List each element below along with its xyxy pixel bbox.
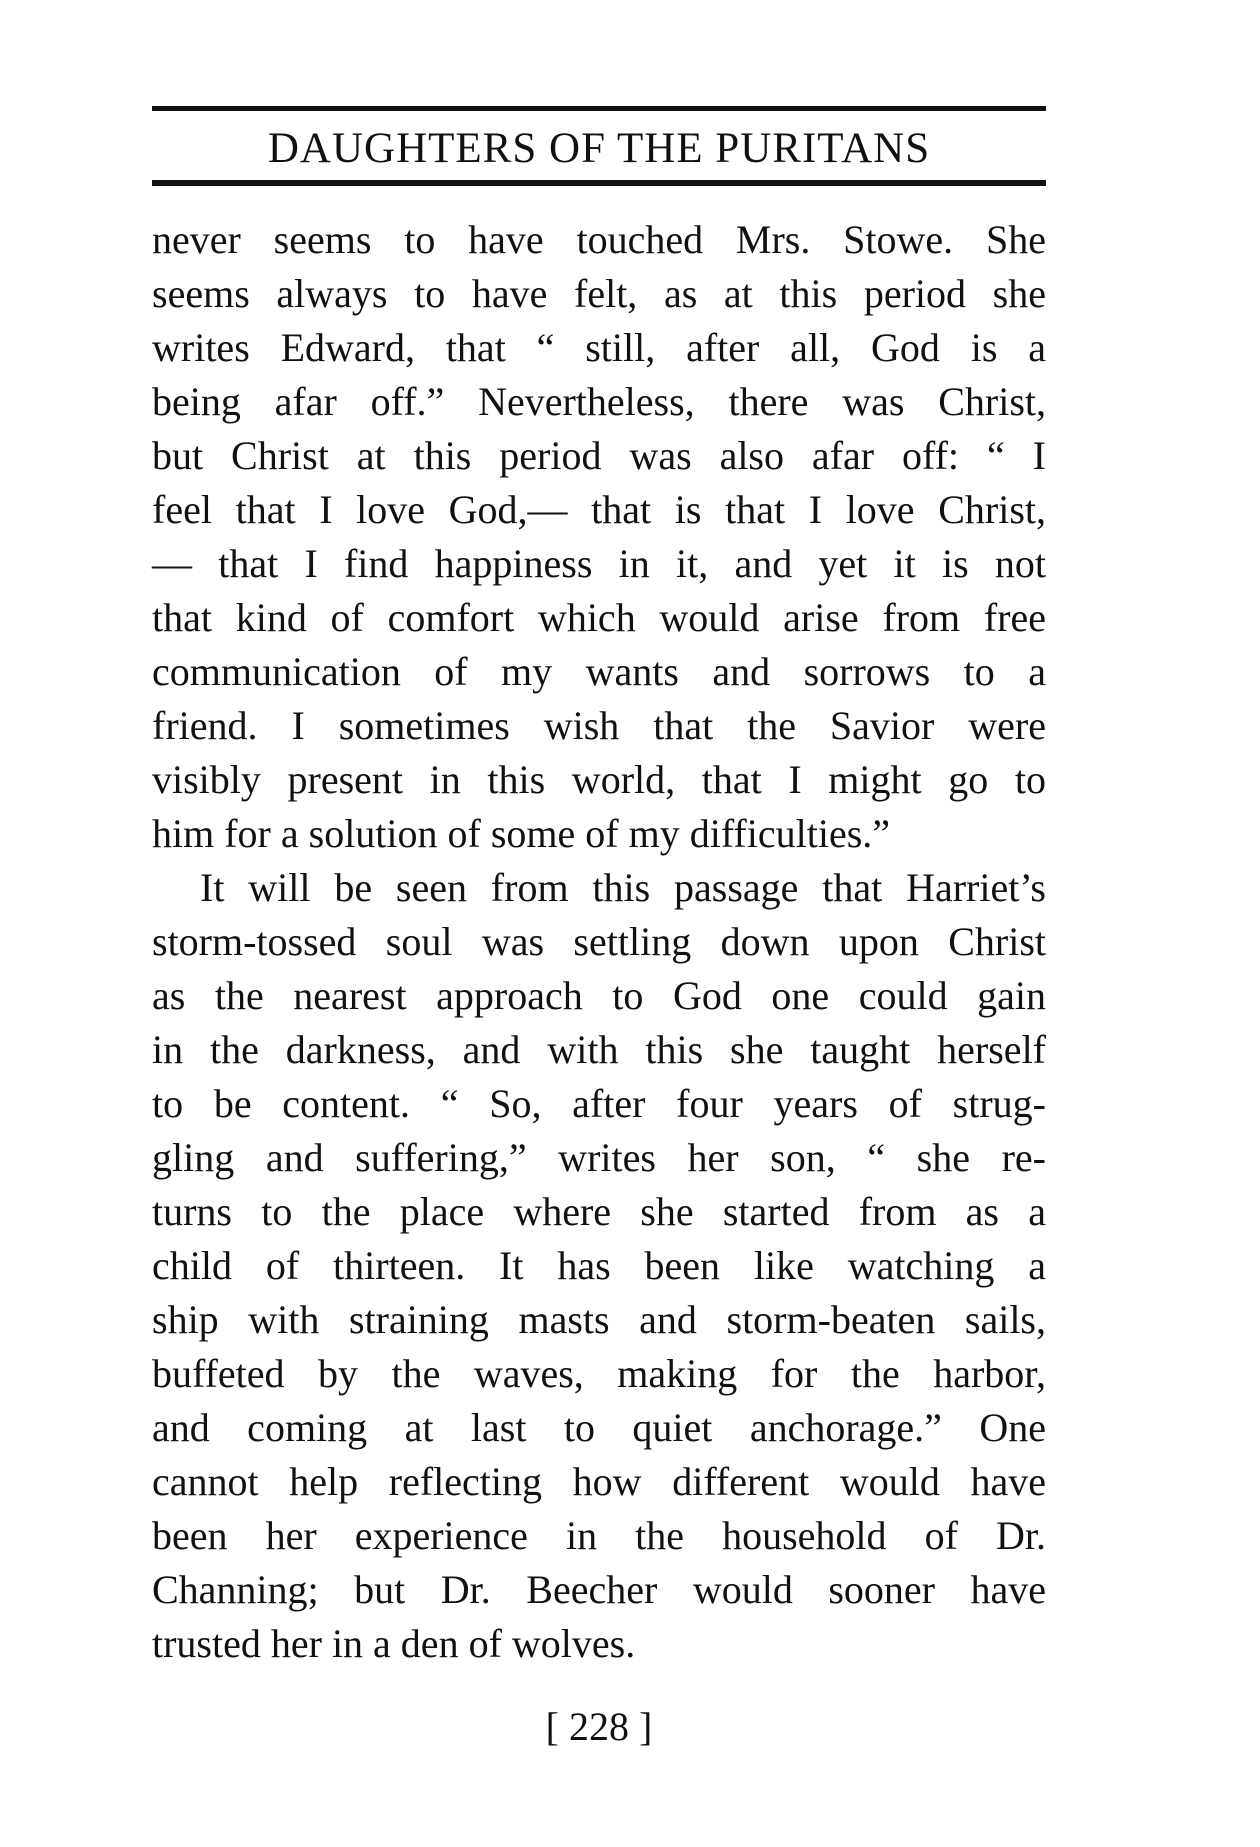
text-line: ship with straining masts and storm-beaten sails,	[152, 1297, 1046, 1342]
text-line: him for a solution of some of my difficulties.”	[152, 811, 891, 856]
text-line: seems always to have felt, as at this period she	[152, 271, 1046, 316]
text-line: visibly present in this world, that I might go to	[152, 757, 1046, 802]
page-number: [ 228 ]	[545, 1704, 653, 1749]
text-line: Channing; but Dr. Beecher would sooner have	[152, 1567, 1046, 1612]
text-line: feel that I love God,— that is that I love Christ,	[152, 487, 1046, 532]
text-line: cannot help reflecting how different would have	[152, 1459, 1046, 1504]
text-line: — that I find happiness in it, and yet it is not	[152, 541, 1046, 586]
running-head: DAUGHTERS OF THE PURITANS	[267, 125, 931, 172]
text-line: child of thirteen. It has been like watching a	[152, 1243, 1046, 1288]
text-line: gling and suffering,” writes her son, “ she re-	[152, 1135, 1046, 1180]
text-line: never seems to have touched Mrs. Stowe. She	[152, 217, 1046, 262]
text-line: being afar off.” Nevertheless, there was Christ,	[152, 379, 1046, 424]
header-rule-top	[152, 106, 1046, 111]
text-line: storm-tossed soul was settling down upon Christ	[152, 919, 1046, 964]
text-line: to be content. “ So, after four years of strug-	[152, 1081, 1046, 1126]
text-line: and coming at last to quiet anchorage.” One	[152, 1405, 1046, 1450]
text-line: that kind of comfort which would arise from free	[152, 595, 1046, 640]
text-line: communication of my wants and sorrows to a	[152, 649, 1046, 694]
text-line: been her experience in the household of Dr.	[152, 1513, 1046, 1558]
text-line: writes Edward, that “ still, after all, God is a	[152, 325, 1046, 370]
header-rule-bottom	[152, 180, 1046, 186]
text-line: as the nearest approach to God one could gain	[152, 973, 1046, 1018]
text-line: turns to the place where she started from as a	[152, 1189, 1046, 1234]
paragraph	[152, 213, 1046, 861]
text-line: in the darkness, and with this she taught herself	[152, 1027, 1046, 1072]
text-line: trusted her in a den of wolves.	[152, 1621, 636, 1666]
body-text	[152, 213, 1046, 1671]
text-line: friend. I sometimes wish that the Savior were	[152, 703, 1046, 748]
text-line: buffeted by the waves, making for the harbor,	[152, 1351, 1046, 1396]
text-line: It will be seen from this passage that Harriet’s	[200, 865, 1046, 910]
text-line: but Christ at this period was also afar off: “ I	[152, 433, 1046, 478]
paragraph	[152, 861, 1046, 1671]
